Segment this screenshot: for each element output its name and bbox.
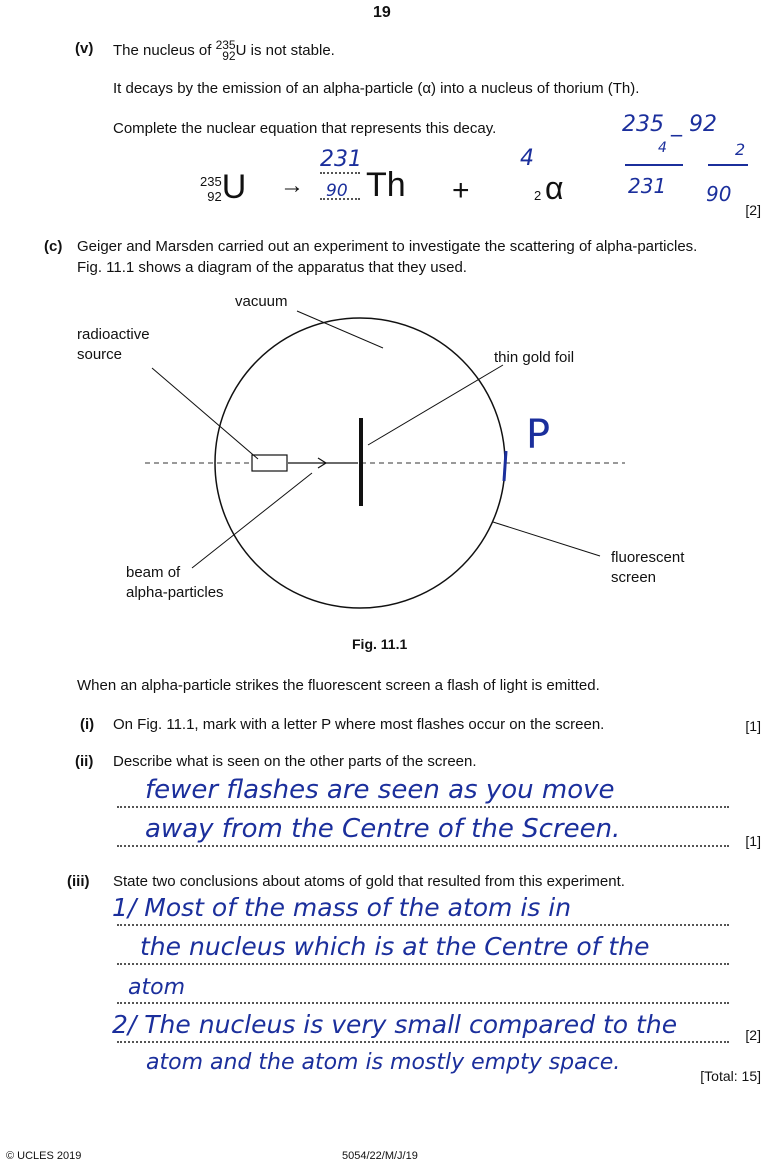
answer-mark-stroke [504,451,506,481]
part-v-line1: The nucleus of 235 92 U is not stable. [113,38,335,63]
part-c-intro2: Fig. 11.1 shows a diagram of the apparatus that they used. [77,259,467,276]
label-screen-1: fluorescent [611,549,685,566]
part-v-label: (v) [75,40,94,57]
working-sub2: 2 [735,140,746,159]
figure-caption: Fig. 11.1 [352,636,408,652]
footer-code: 5054/22/M/J/19 [342,1150,418,1162]
q-ii-text: Describe what is seen on the other parts of the screen. [113,753,477,770]
label-vacuum: vacuum [235,293,288,310]
q-i-text: On Fig. 11.1, mark with a letter P where most flashes occur on the screen. [113,716,605,733]
total-marks: [Total: 15] [700,1068,761,1084]
q-iii-text: State two conclusions about atoms of gold that resulted from this experiment. [113,873,625,890]
q-ii-marks: [1] [745,833,761,849]
vacuum-pointer [297,311,383,348]
label-source-2: source [77,346,123,363]
q-ii-answer-2: away from the Centre of the Screen. [145,814,621,844]
source-pointer [152,368,258,459]
q-iii-marks: [2] [745,1027,761,1043]
label-source-1: radioactive [77,326,150,343]
equation-thorium: Th [366,166,406,204]
working-res2: 90 [706,182,732,206]
foil-pointer [368,365,503,445]
source-box [252,455,287,471]
equation-plus: + [452,174,470,207]
label-beam-2: alpha-particles [126,584,224,601]
working-top: 235 _ 92 [622,112,717,137]
q-iii-answer-3: atom [128,975,185,1000]
q-iii-answer-2: the nucleus which is at the Centre of the [140,932,650,961]
q-i-marks: [1] [745,718,761,734]
working-res1: 231 [628,174,667,198]
page-number: 19 [373,4,391,21]
part-v-marks: [2] [745,202,761,218]
label-screen-2: screen [611,569,657,586]
q-iii-answer-5: atom and the atom is mostly empty space. [146,1050,621,1075]
nuclear-equation: 235 92 U [200,168,247,206]
flash-text: When an alpha-particle strikes the fluorescent screen a flash of light is emitted. [77,677,600,694]
q-ii-label: (ii) [75,753,94,770]
screen-pointer [493,522,600,556]
alpha-symbol: α [545,170,564,206]
answer-alpha-mass: 4 [520,146,534,171]
label-beam-1: beam of [126,564,181,581]
working-sub1: 4 [658,140,667,156]
answer-th-atomic: 90 [326,181,348,201]
part-v-line2: It decays by the emission of an alpha-particle (α) into a nucleus of thorium (Th). [113,80,640,97]
q-ii-answer-1: fewer flashes are seen as you move [145,775,615,805]
label-gold-foil: thin gold foil [494,349,575,366]
part-c-label: (c) [44,238,63,255]
equation-arrow: → [280,172,304,199]
beam-pointer [192,473,312,568]
gold-foil [359,418,363,506]
alpha-atomic-number: 2 [534,188,542,203]
answer-th-mass: 231 [320,147,362,172]
answer-letter-p: P [526,412,551,458]
q-iii-answer-4: 2/ The nucleus is very small compared to the [112,1010,678,1039]
footer-copyright: © UCLES 2019 [6,1150,82,1162]
q-i-label: (i) [80,716,95,733]
q-iii-answer-1: 1/ Most of the mass of the atom is in [112,893,572,922]
q-iii-label: (iii) [67,873,90,890]
part-c-intro1: Geiger and Marsden carried out an experiment to investigate the scattering of alpha-particles. [77,238,698,255]
part-v-line3: Complete the nuclear equation that represents this decay. [113,120,497,137]
